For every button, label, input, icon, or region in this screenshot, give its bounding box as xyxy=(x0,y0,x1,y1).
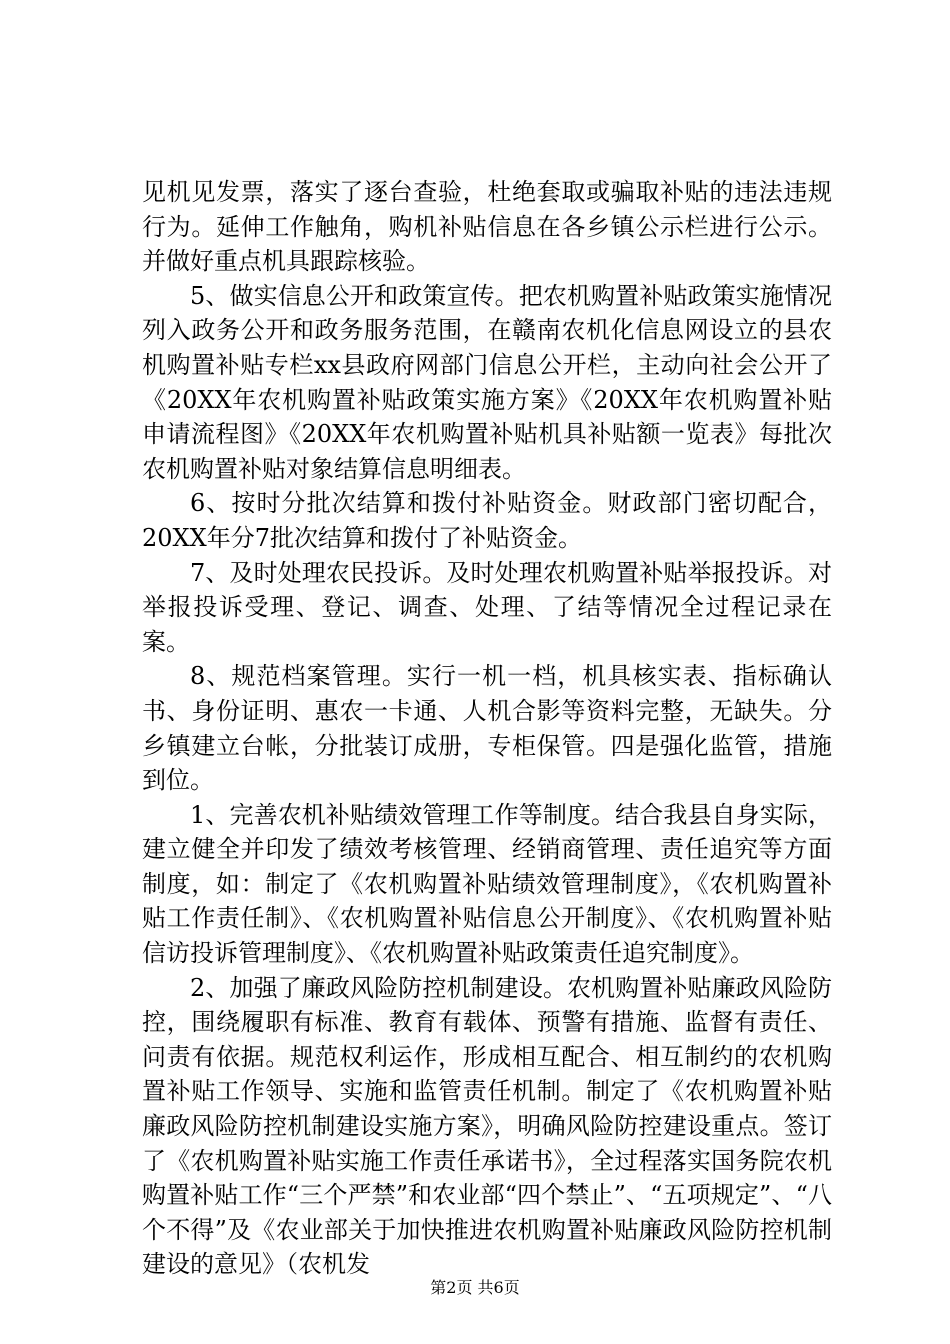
document-body xyxy=(142,175,832,1282)
paragraph-item-2: 2、加强了廉政风险防控机制建设。农机购置补贴廉政风险防控，围绕履职有标准、教育有载体、预警有措施、监督有责任、问责有依据。规范权利运作，形成相互配合、相互制约的农机购置补贴工作领导、实施和监管责任机制。制定了《农机购置补贴廉政风险防控机制建设实施方案》，明确风险防控建设重点。签订了《农机购置补贴实施工作责任承诺书》，全过程落实国务院农机购置补贴工作“三个严禁”和农业部“四个禁止”、“五项规定”、“八个不得”及《农业部关于加快推进农机购置补贴廉政风险防控机制建设的意见》（农机发 xyxy=(142,973,832,1279)
paragraph-item-6: 6、按时分批次结算和拨付补贴资金。财政部门密切配合，20XX年分7批次结算和拨付了补贴资金。 xyxy=(142,489,832,552)
paragraph-item-8: 8、规范档案管理。实行一机一档，机具核实表、指标确认书、身份证明、惠农一卡通、人机合影等资料完整，无缺失。分乡镇建立台帐，分批装订成册，专柜保管。四是强化监管，措施到位。 xyxy=(142,662,832,795)
paragraph-item-1: 1、完善农机补贴绩效管理工作等制度。结合我县自身实际，建立健全并印发了绩效考核管理、经销商管理、责任追究等方面制度，如：制定了《农机购置补贴绩效管理制度》，《农机购置补贴工作责任制》、《农机购置补贴信息公开制度》、《农机购置补贴信访投诉管理制度》、《农机购置补贴政策责任追究制度》。 xyxy=(142,800,832,968)
paragraph-continuation: 见机见发票，落实了逐台查验，杜绝套取或骗取补贴的违法违规行为。延伸工作触角，购机补贴信息在各乡镇公示栏进行公示。并做好重点机具跟踪核验。 xyxy=(142,178,832,276)
paragraph-item-7: 7、及时处理农民投诉。及时处理农机购置补贴举报投诉。对举报投诉受理、登记、调查、处理、了结等情况全过程记录在案。 xyxy=(142,558,832,656)
paragraph-item-5: 5、做实信息公开和政策宣传。把农机购置补贴政策实施情况列入政务公开和政务服务范围，在赣南农机化信息网设立的县农机购置补贴专栏xx县政府网部门信息公开栏，主动向社会公开了《20XX年农机购置补贴政策实施方案》《20XX年农机购置补贴申请流程图》《20XX年农机购置补贴机具补贴额一览表》每批次农机购置补贴对象结算信息明细表。 xyxy=(142,281,832,483)
page-number-footer: 第2页 共6页 xyxy=(430,1278,520,1297)
